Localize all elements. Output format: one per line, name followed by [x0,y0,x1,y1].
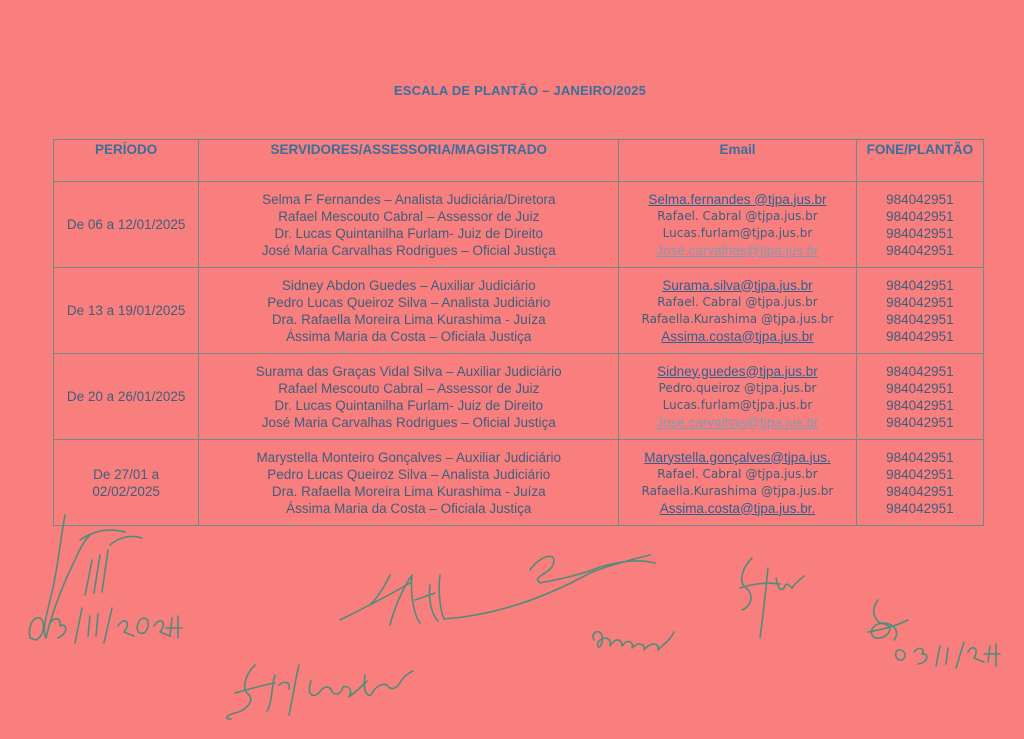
servidor-line: Pedro Lucas Queiroz Silva – Analista Judiciário [267,294,551,310]
signature-silva [722,548,812,643]
signature-gonzalez [588,618,678,658]
email-link[interactable]: Assima.costa@tjpa.jus.br. [659,500,816,516]
fone-line: 984042951 [886,328,954,344]
fone-line: 984042951 [886,414,954,430]
email-cell [619,268,857,354]
email-cell [619,354,857,440]
servidor-line: Marystella Monteiro Gonçalves – Auxiliar Judiciário [256,449,562,465]
page-title: ESCALA DE PLANTÃO – JANEIRO/2025 [393,83,647,98]
fone-cell [856,354,983,440]
servidores-cell [199,182,619,268]
fone-line: 984042951 [886,449,954,465]
period-cell: De 20 a 26/01/2025 [54,354,199,440]
email-link[interactable]: José.carvalhas@tjpa.jus.br [656,242,819,258]
servidor-line: Sidney Abdon Guedes – Auxiliar Judiciário [281,277,536,293]
email-cell [619,182,857,268]
table-row [54,354,984,440]
header-fone: FONE/PLANTÃO [856,140,983,182]
fone-line: 984042951 [886,363,954,379]
email-link[interactable]: José.carvalhas@tjpa.jus.br [656,414,819,430]
table-row [54,182,984,268]
servidor-line: Selma F Fernandes – Analista Judiciária/Diretora [262,191,556,207]
servidor-line: José Maria Carvalhas Rodrigues – Oficial Justiça [261,414,556,430]
header-servidores: SERVIDORES/ASSESSORIA/MAGISTRADO [199,140,619,182]
period-cell: De 13 a 19/01/2025 [54,268,199,354]
table-row [54,440,984,526]
fone-line: 984042951 [886,380,954,396]
email-link[interactable]: Surama.silva@tjpa.jus.br [662,277,813,293]
schedule-table [53,139,984,526]
signature-right [860,590,1010,675]
servidores-cell [199,268,619,354]
fone-line: 984042951 [886,242,954,258]
fone-cell [856,182,983,268]
servidor-line: Ássima Maria da Costa – Oficiala Justiça [286,328,532,344]
fone-line: 984042951 [886,466,954,482]
servidor-line: Dra. Rafaella Moreira Lima Kurashima - Juíza [271,311,546,327]
email-link[interactable]: Lucas.furlam@tjpa.jus.br [662,225,813,240]
fone-line: 984042951 [886,483,954,499]
email-link[interactable]: Assima.costa@tjpa.jus.br [661,328,814,344]
signature-left-date [20,588,190,648]
servidor-line: Rafael Mescouto Cabral – Assessor de Juiz [278,380,540,396]
email-link[interactable]: Pedro.queiroz @tjpa.jus.br [658,380,817,395]
email-link[interactable]: Selma.fernandes @tjpa.jus.br [648,191,827,207]
fone-line: 984042951 [886,208,954,224]
email-link[interactable]: Sidney.guedes@tjpa.jus.br [657,363,818,379]
fone-line: 984042951 [886,277,954,293]
servidores-cell [199,440,619,526]
servidor-line: Dr. Lucas Quintanilha Furlam- Juiz de Direito [274,397,544,413]
fone-line: 984042951 [886,294,954,310]
fone-line: 984042951 [886,225,954,241]
period-line: 02/02/2025 [92,483,160,499]
fone-line: 984042951 [886,500,954,516]
table-row [54,268,984,354]
fone-line: 984042951 [886,191,954,207]
fone-cell [856,440,983,526]
servidor-line: Surama das Graças Vidal Silva – Auxiliar Judiciário [255,363,562,379]
signature-bottom [215,645,425,725]
header-email: Email [619,140,857,182]
email-link[interactable]: Rafaella.Kurashima @tjpa.jus.br [641,483,834,498]
email-cell [619,440,857,526]
period-cell: De 06 a 12/01/2025 [54,182,199,268]
email-link[interactable]: Rafael. Cabral @tjpa.jus.br [657,466,818,481]
email-link[interactable]: Lucas.furlam@tjpa.jus.br [662,397,813,412]
header-periodo: PERÍODO [54,140,199,182]
table-header-row [54,140,984,182]
fone-line: 984042951 [886,397,954,413]
servidores-cell [199,354,619,440]
fone-line: 984042951 [886,311,954,327]
email-link[interactable]: Marystella.gonçalves@tjpa.jus. [644,449,831,465]
email-link[interactable]: Rafael. Cabral @tjpa.jus.br [657,208,818,223]
servidor-line: José Maria Carvalhas Rodrigues – Oficial Justiça [261,242,556,258]
servidor-line: Dr. Lucas Quintanilha Furlam- Juiz de Direito [274,225,544,241]
servidor-line: Rafael Mescouto Cabral – Assessor de Juiz [278,208,540,224]
servidor-line: Ássima Maria da Costa – Oficiala Justiça [286,500,532,516]
email-link[interactable]: Rafael. Cabral @tjpa.jus.br [657,294,818,309]
servidor-line: Dra. Rafaella Moreira Lima Kurashima - Juíza [271,483,546,499]
servidor-line: Pedro Lucas Queiroz Silva – Analista Judiciário [267,466,551,482]
email-link[interactable]: Rafaella.Kurashima @tjpa.jus.br [641,311,834,326]
fone-cell [856,268,983,354]
period-line: De 27/01 a [93,466,160,482]
